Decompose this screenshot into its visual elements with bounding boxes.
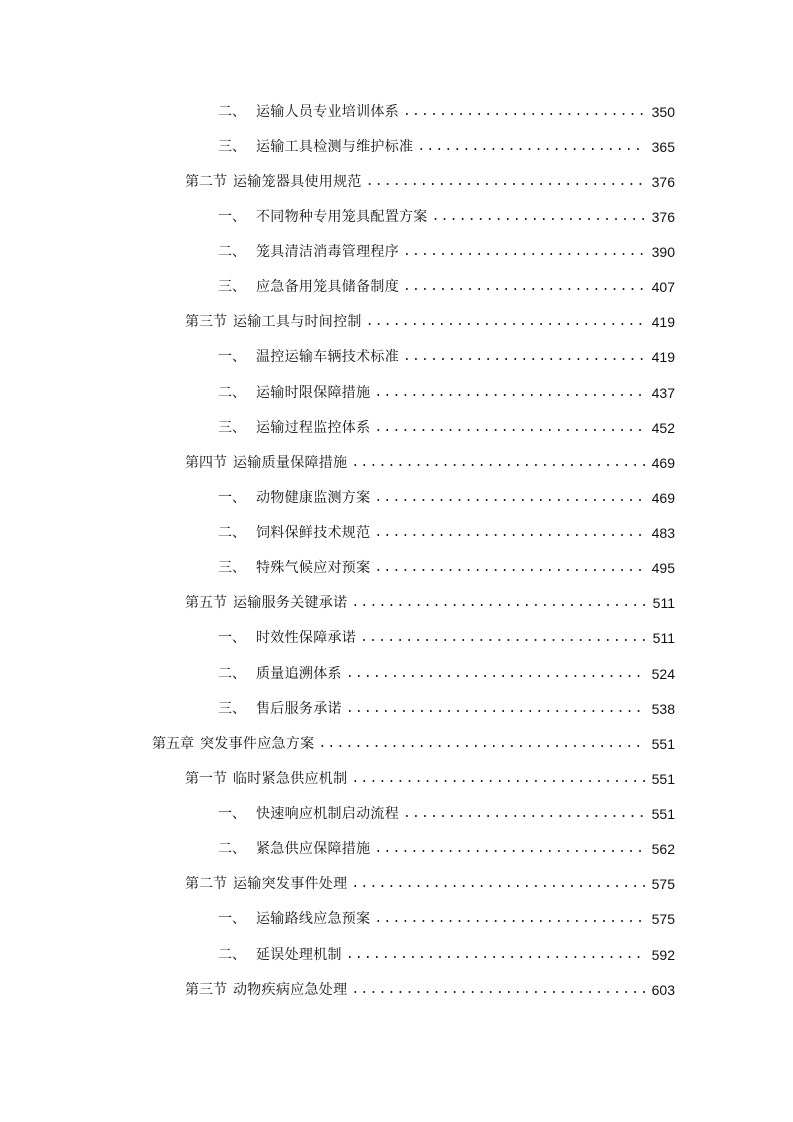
toc-entry[interactable] [0,586,793,621]
toc-entry-title: 运输突发事件处理 [233,876,348,893]
table-of-contents [0,94,793,1007]
toc-entry-page: 407 [651,279,675,296]
toc-entry-title: 运输人员专业培训体系 [256,103,399,120]
dot-leader [351,594,646,612]
dot-leader [366,313,646,331]
toc-entry[interactable] [0,937,793,972]
toc-entry[interactable] [0,94,793,129]
toc-entry-page: 511 [652,630,675,647]
toc-entry[interactable] [0,199,793,234]
dot-leader [403,348,646,366]
toc-entry-page: 592 [651,946,675,963]
toc-entry-number: 三、 [218,700,246,717]
toc-entry-title: 临时紧急供应机制 [233,770,348,787]
toc-entry[interactable] [0,129,793,164]
toc-entry-number: 二、 [218,525,246,542]
toc-entry-title: 质量追溯体系 [256,665,342,682]
toc-entry-page: 562 [651,841,675,858]
toc-entry-number: 二、 [218,946,246,963]
toc-entry-page: 469 [651,454,675,471]
toc-entry[interactable] [0,340,793,375]
dot-leader [403,278,646,296]
toc-entry-page: 376 [651,208,675,225]
toc-entry-number: 三、 [218,419,246,436]
toc-entry-number: 二、 [218,244,246,261]
dot-leader [417,138,645,156]
toc-entry-page: 483 [651,525,675,542]
toc-entry-page: 365 [651,138,675,155]
toc-entry-number: 第三节 [185,314,227,331]
dot-leader [374,559,645,577]
dot-leader [351,454,645,472]
toc-entry-page: 603 [651,981,675,998]
toc-entry[interactable] [0,445,793,480]
toc-entry-title: 延误处理机制 [256,946,342,963]
toc-entry-number: 第二节 [185,876,227,893]
toc-entry-page: 452 [651,419,675,436]
toc-entry-page: 511 [652,595,675,612]
toc-entry-title: 快速响应机制启动流程 [256,806,399,823]
toc-entry-page: 495 [651,560,675,577]
dot-leader [374,840,645,858]
toc-entry[interactable] [0,761,793,796]
toc-entry[interactable] [0,972,793,1007]
toc-entry-number: 第四节 [185,454,227,471]
toc-entry[interactable] [0,516,793,551]
toc-entry[interactable] [0,797,793,832]
toc-entry-page: 551 [651,806,675,823]
toc-entry-page: 419 [651,314,675,331]
dot-leader [403,103,646,121]
dot-leader [351,981,645,999]
toc-entry-title: 运输时限保障措施 [256,384,371,401]
toc-entry-page: 551 [651,770,675,787]
toc-entry[interactable] [0,480,793,515]
toc-entry-number: 三、 [218,560,246,577]
toc-entry-title: 饲料保鲜技术规范 [256,525,371,542]
toc-entry[interactable] [0,621,793,656]
dot-leader [432,208,646,226]
dot-leader [351,770,645,788]
toc-entry-number: 第三节 [185,981,227,998]
toc-entry-title: 售后服务承诺 [256,700,342,717]
toc-entry-title: 运输工具检测与维护标准 [256,138,414,155]
toc-entry-title: 时效性保障承诺 [256,630,357,647]
dot-leader [403,805,646,823]
toc-entry-number: 第五节 [185,595,227,612]
dot-leader [374,419,645,437]
toc-entry-number: 三、 [218,279,246,296]
toc-entry[interactable] [0,235,793,270]
toc-entry-title: 运输服务关键承诺 [233,595,348,612]
toc-entry[interactable] [0,867,793,902]
dot-leader [403,243,646,261]
toc-entry-title: 应急备用笼具储备制度 [256,279,399,296]
toc-entry-number: 二、 [218,665,246,682]
toc-entry[interactable] [0,832,793,867]
toc-entry[interactable] [0,726,793,761]
toc-entry-page: 551 [651,735,675,752]
toc-entry-number: 第二节 [185,173,227,190]
toc-entry-number: 二、 [218,841,246,858]
toc-entry-number: 一、 [218,806,246,823]
toc-entry-page: 538 [651,700,675,717]
toc-entry-number: 第五章 [152,735,194,752]
toc-entry[interactable] [0,375,793,410]
toc-entry-title: 运输路线应急预案 [256,911,371,928]
toc-entry-number: 二、 [218,384,246,401]
dot-leader [351,875,645,893]
toc-entry-number: 一、 [218,208,246,225]
toc-entry[interactable] [0,270,793,305]
toc-entry-page: 575 [651,911,675,928]
toc-entry-number: 一、 [218,911,246,928]
dot-leader [374,384,645,402]
toc-entry-title: 运输笼器具使用规范 [233,173,362,190]
toc-entry-page: 524 [651,665,675,682]
toc-entry-title: 运输质量保障措施 [233,454,348,471]
toc-entry[interactable] [0,902,793,937]
toc-entry-page: 376 [651,173,675,190]
toc-entry-title: 突发事件应急方案 [200,735,315,752]
toc-entry-title: 运输过程监控体系 [256,419,371,436]
dot-leader [346,665,646,683]
toc-entry-page: 437 [651,384,675,401]
toc-entry[interactable] [0,656,793,691]
toc-entry-title: 动物疾病应急处理 [233,981,348,998]
toc-entry-title: 运输工具与时间控制 [233,314,362,331]
dot-leader [374,524,645,542]
toc-entry[interactable] [0,305,793,340]
dot-leader [366,173,646,191]
toc-entry-title: 温控运输车辆技术标准 [256,349,399,366]
toc-entry[interactable] [0,410,793,445]
toc-entry-number: 一、 [218,489,246,506]
dot-leader [346,946,646,964]
dot-leader [374,910,645,928]
dot-leader [374,489,645,507]
toc-entry[interactable] [0,164,793,199]
toc-entry-title: 紧急供应保障措施 [256,841,371,858]
toc-entry-title: 不同物种专用笼具配置方案 [256,208,428,225]
toc-entry-number: 二、 [218,103,246,120]
toc-entry-title: 动物健康监测方案 [256,489,371,506]
toc-entry-title: 笼具清洁消毒管理程序 [256,244,399,261]
toc-entry-number: 第一节 [185,770,227,787]
toc-entry-page: 469 [651,489,675,506]
toc-entry[interactable] [0,551,793,586]
toc-entry-page: 419 [651,349,675,366]
toc-entry-title: 特殊气候应对预案 [256,560,371,577]
dot-leader [318,735,645,753]
dot-leader [346,700,646,718]
toc-entry[interactable] [0,691,793,726]
dot-leader [360,629,647,647]
toc-entry-number: 一、 [218,349,246,366]
toc-entry-page: 575 [651,876,675,893]
toc-entry-page: 390 [651,244,675,261]
toc-entry-number: 一、 [218,630,246,647]
toc-entry-page: 350 [651,103,675,120]
toc-entry-number: 三、 [218,138,246,155]
